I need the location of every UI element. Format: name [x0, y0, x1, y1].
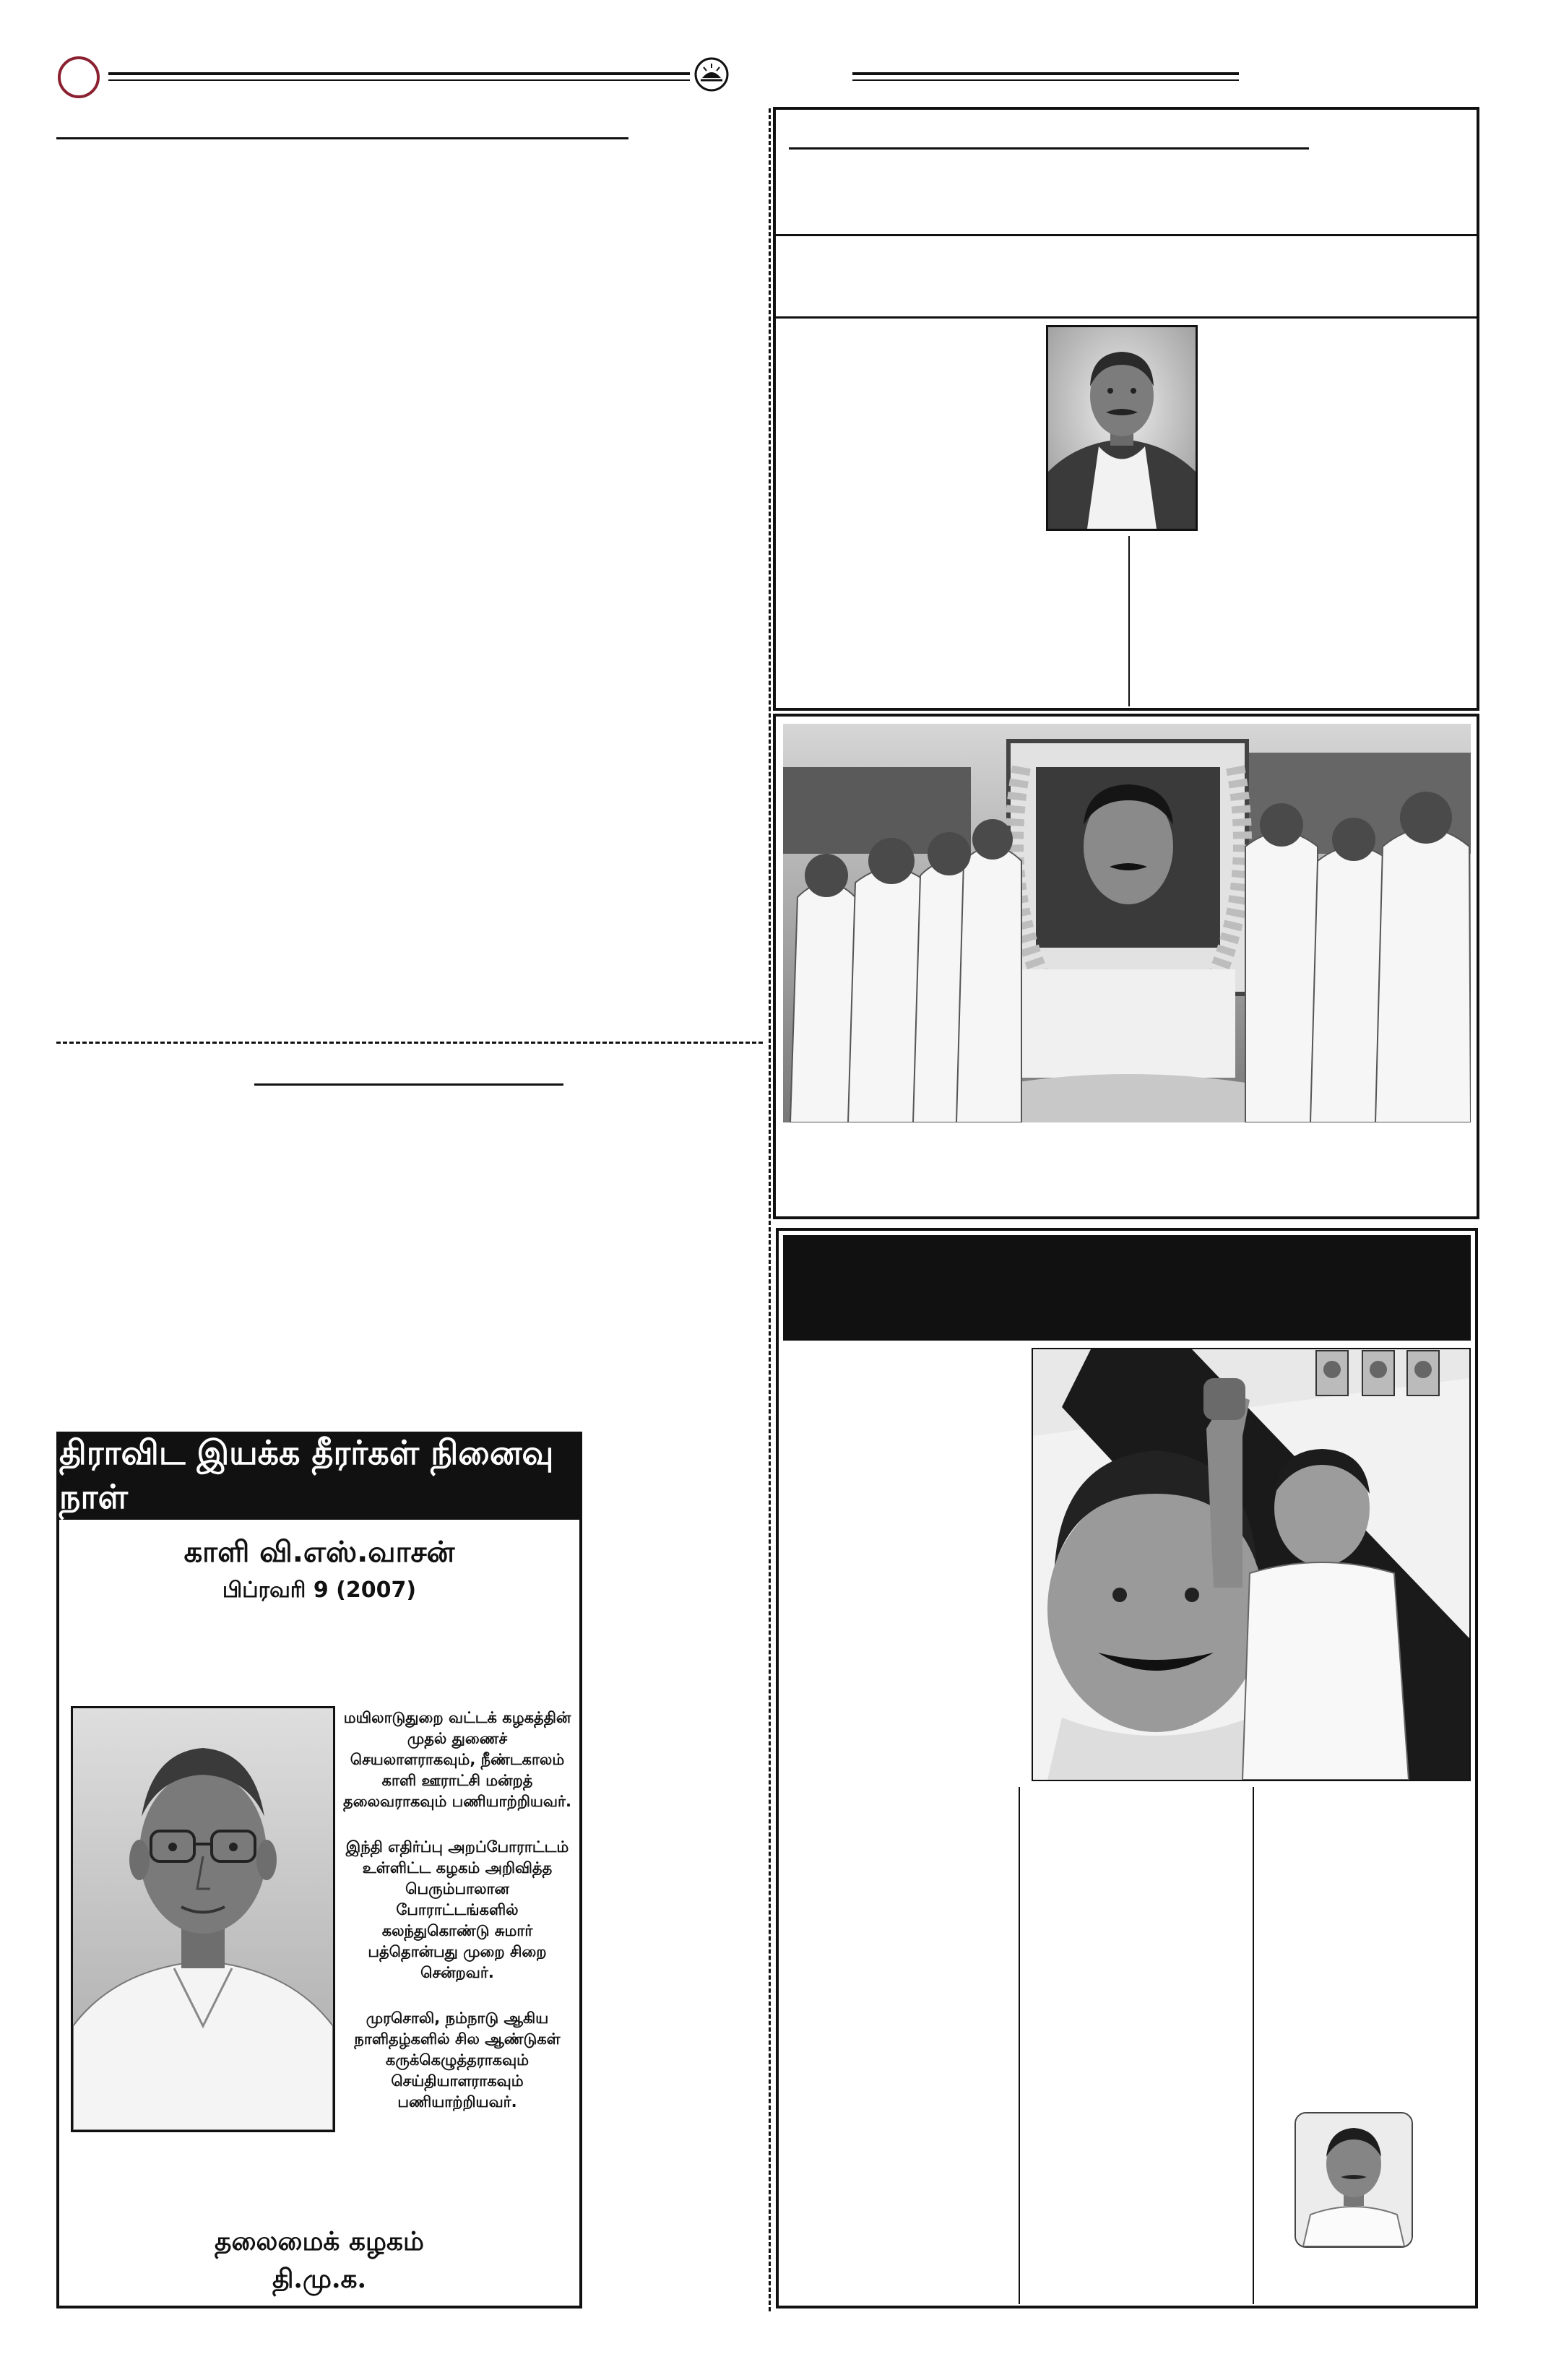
man-portrait-icon — [1295, 2112, 1413, 2248]
memorial-notice — [56, 1432, 582, 2308]
page-marker-circle — [58, 56, 100, 98]
memorial-bio-paragraph-1: மயிலாடுதுறை வட்டக் கழகத்தின் முதல் துணைச் செயலாளராகவும், நீண்டகாலம் காளி ஊராட்சி மன்றத் தலைவராகவும் பணியாற்றியவர். — [343, 1709, 571, 1810]
memorial-notice-header-bar — [59, 1435, 579, 1520]
left-column-dashed-divider — [56, 1042, 763, 1044]
memorial-person-name: காளி வி.எஸ்.வாசன் — [183, 1536, 455, 1569]
memorial-bio-paragraph-2: இந்தி எதிர்ப்பு அறப்போராட்டம் உள்ளிட்ட கழகம் அறிவித்த பெரும்பாலான போராட்டங்களில் கலந்துகொண்டு சுமார் பத்தொன்பது முறை சிறை சென்றவர். — [345, 1838, 569, 1981]
column-divider — [769, 108, 771, 2311]
left-article-headline-rule — [56, 137, 628, 139]
floral-tribute-photo-icon — [783, 724, 1471, 1122]
banner-black-header — [783, 1235, 1471, 1341]
rising-sun-emblem-icon — [693, 56, 730, 92]
left-lower-article-rule — [254, 1083, 563, 1086]
right-top-headline-rule — [789, 147, 1309, 150]
masthead-rule-right-1 — [852, 72, 1239, 75]
right-top-article-box — [773, 107, 1479, 711]
banner-column-split-1 — [1019, 1787, 1020, 2304]
memorial-bio — [342, 1708, 572, 2113]
right-tribute-photo-box — [773, 714, 1479, 1219]
right-top-divider-2 — [776, 316, 1477, 319]
banner-column-split-2 — [1253, 1787, 1254, 2304]
memorial-notice-header: திராவிட இயக்க தீரர்கள் நினைவு நாள் — [59, 1433, 554, 1516]
memorial-footer-line-2: தி.மு.க. — [272, 2264, 367, 2294]
right-banner-box — [776, 1228, 1478, 2308]
elderly-man-portrait-icon — [71, 1706, 335, 2132]
memorial-footer-line-1: தலைமைக் கழகம் — [215, 2226, 424, 2256]
masthead-rule-left-2 — [108, 79, 690, 81]
leaders-poster-icon — [1032, 1348, 1471, 1781]
right-top-divider-1 — [776, 234, 1477, 236]
right-top-column-split — [1128, 536, 1130, 706]
masthead-rule-left-1 — [108, 72, 690, 75]
historical-leader-portrait-icon — [1046, 325, 1198, 531]
memorial-bio-paragraph-3: முரசொலி, நம்நாடு ஆகிய நாளிதழ்களில் சில ஆண்டுகள் கருக்கெழுத்தராகவும் செய்தியாளராகவும் பணியாற்றியவர். — [354, 2009, 561, 2111]
masthead-rule-right-2 — [852, 79, 1239, 81]
memorial-date: பிப்ரவரி 9 (2007) — [222, 1578, 417, 1603]
